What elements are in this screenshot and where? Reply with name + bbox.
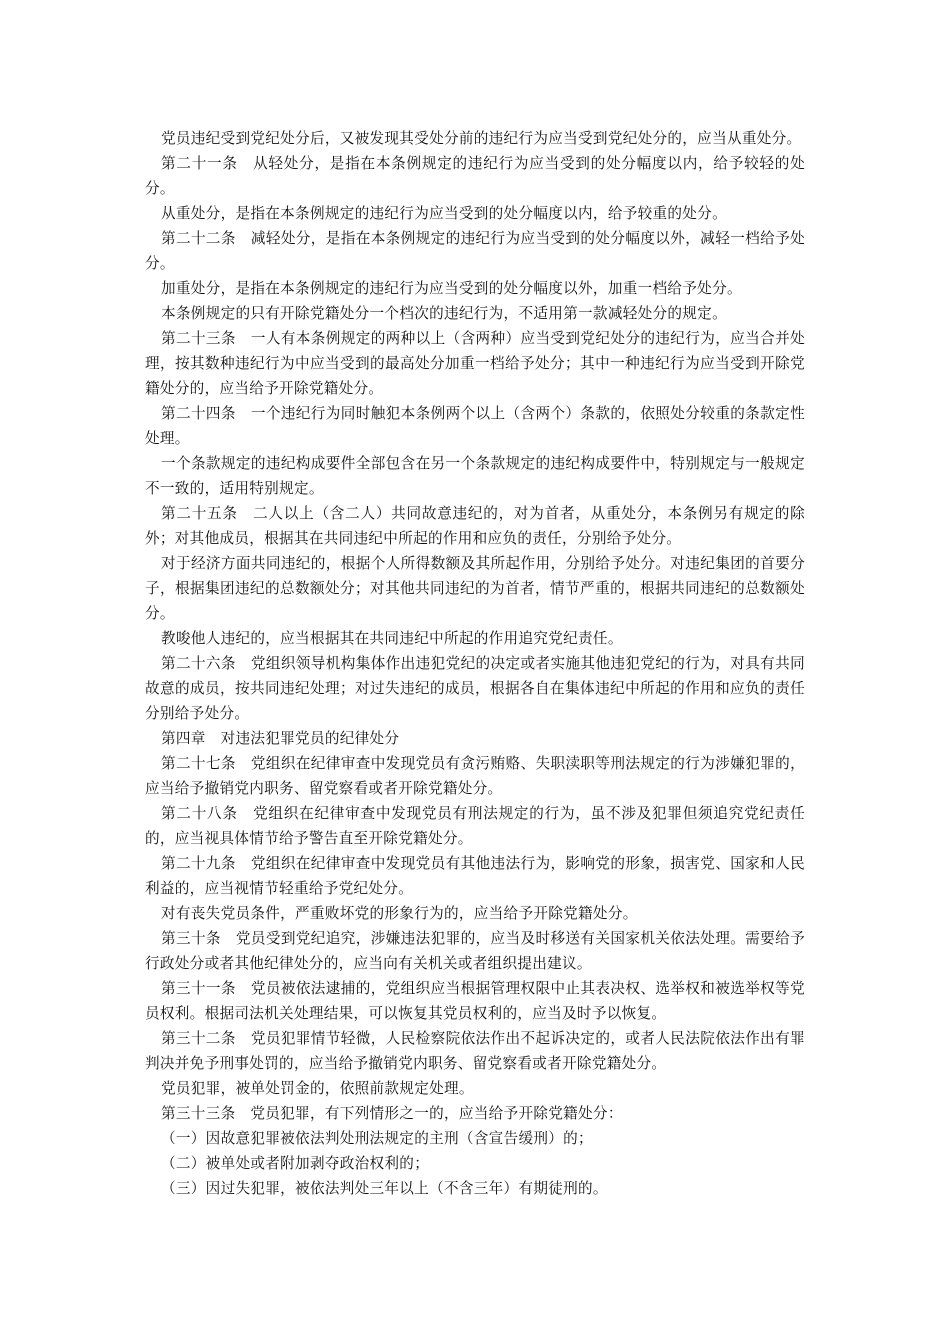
document-body bbox=[145, 126, 805, 1201]
paragraph: 党员犯罪，被单处罚金的，依照前款规定处理。 bbox=[161, 1080, 474, 1097]
paragraph: 加重处分，是指在本条例规定的违纪行为应当受到的处分幅度以外，加重一档给予处分。 bbox=[161, 280, 742, 297]
paragraph: 一个条款规定的违纪构成要件全部包含在另一个条款规定的违纪构成要件中，特别规定与一般规定不一致的，适用特别规定。 bbox=[145, 455, 805, 497]
article-24: 第二十四条 一个违纪行为同时触犯本条例两个以上（含两个）条款的，依照处分较重的条款定性处理。 bbox=[145, 405, 805, 447]
article-26: 第二十六条 党组织领导机构集体作出违犯党纪的决定或者实施其他违犯党纪的行为，对具有共同故意的成员，按共同违纪处理；对过失违纪的成员，根据各自在集体违纪中所起的作用和应负的责任分别给予处分。 bbox=[145, 655, 805, 722]
article-28: 第二十八条 党组织在纪律审查中发现党员有刑法规定的行为，虽不涉及犯罪但须追究党纪责任的，应当视具体情节给予警告直至开除党籍处分。 bbox=[145, 805, 805, 847]
paragraph: 教唆他人违纪的，应当根据其在共同违纪中所起的作用追究党纪责任。 bbox=[161, 630, 623, 647]
article-32: 第三十二条 党员犯罪情节轻微，人民检察院依法作出不起诉决定的，或者人民法院依法作出有罪判决并免予刑事处罚的，应当给予撤销党内职务、留党察看或者开除党籍处分。 bbox=[145, 1030, 805, 1072]
article-21: 第二十一条 从轻处分，是指在本条例规定的违纪行为应当受到的处分幅度以内，给予较轻的处分。 bbox=[145, 155, 805, 197]
paragraph: 本条例规定的只有开除党籍处分一个档次的违纪行为，不适用第一款减轻处分的规定。 bbox=[161, 305, 727, 322]
article-33: 第三十三条 党员犯罪，有下列情形之一的，应当给予开除党籍处分： bbox=[161, 1105, 623, 1122]
paragraph: 对于经济方面共同违纪的，根据个人所得数额及其所起作用，分别给予处分。对违纪集团的首要分子，根据集团违纪的总数额处分；对其他共同违纪的为首者，情节严重的，根据共同违纪的总数额处分。 bbox=[145, 555, 805, 622]
paragraph: 党员违纪受到党纪处分后，又被发现其受处分前的违纪行为应当受到党纪处分的，应当从重处分。 bbox=[161, 130, 802, 147]
article-30: 第三十条 党员受到党纪追究，涉嫌违法犯罪的，应当及时移送有关国家机关依法处理。需要给予行政处分或者其他纪律处分的，应当向有关机关或者组织提出建议。 bbox=[145, 930, 805, 972]
chapter-heading: 第四章 对违法犯罪党员的纪律处分 bbox=[161, 730, 400, 747]
article-31: 第三十一条 党员被依法逮捕的，党组织应当根据管理权限中止其表决权、选举权和被选举权等党员权利。根据司法机关处理结果，可以恢复其党员权利的，应当及时予以恢复。 bbox=[145, 980, 805, 1022]
article-22: 第二十二条 减轻处分，是指在本条例规定的违纪行为应当受到的处分幅度以外，减轻一档给予处分。 bbox=[145, 230, 805, 272]
article-29: 第二十九条 党组织在纪律审查中发现党员有其他违法行为，影响党的形象，损害党、国家和人民利益的，应当视情节轻重给予党纪处分。 bbox=[145, 855, 805, 897]
article-27: 第二十七条 党组织在纪律审查中发现党员有贪污贿赂、失职渎职等刑法规定的行为涉嫌犯罪的，应当给予撤销党内职务、留党察看或者开除党籍处分。 bbox=[145, 755, 805, 797]
paragraph: 从重处分，是指在本条例规定的违纪行为应当受到的处分幅度以内，给予较重的处分。 bbox=[161, 205, 727, 222]
list-item: （三）因过失犯罪，被依法判处三年以上（不含三年）有期徒刑的。 bbox=[161, 1180, 608, 1197]
paragraph: 对有丧失党员条件，严重败坏党的形象行为的，应当给予开除党籍处分。 bbox=[161, 905, 638, 922]
list-item: （一）因故意犯罪被依法判处刑法规定的主刑（含宣告缓刑）的； bbox=[161, 1130, 593, 1147]
article-23: 第二十三条 一人有本条例规定的两种以上（含两种）应当受到党纪处分的违纪行为，应当合并处理，按其数种违纪行为中应当受到的最高处分加重一档给予处分；其中一种违纪行为应当受到开除党籍处分的，应当给予开除党籍处分。 bbox=[145, 330, 805, 397]
article-25: 第二十五条 二人以上（含二人）共同故意违纪的，对为首者，从重处分，本条例另有规定的除外；对其他成员，根据其在共同违纪中所起的作用和应负的责任，分别给予处分。 bbox=[145, 505, 805, 547]
list-item: （二）被单处或者附加剥夺政治权利的； bbox=[161, 1155, 430, 1172]
